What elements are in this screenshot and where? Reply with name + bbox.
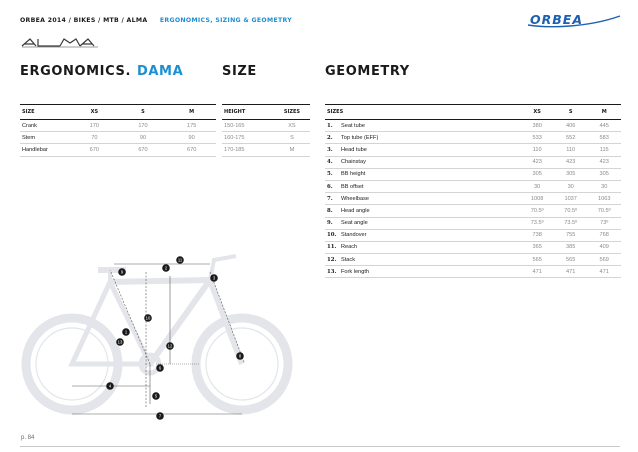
table-cell: 70.5º — [587, 205, 621, 217]
dimension-marker — [210, 274, 218, 282]
table-cell: 738 — [520, 229, 554, 241]
row-number: 8. — [325, 205, 339, 217]
table-row — [222, 144, 310, 156]
dimension-marker — [118, 268, 126, 276]
dimension-marker-label: 1 — [124, 329, 128, 335]
table-cell: 409 — [587, 241, 621, 253]
row-label: Seat tube — [339, 120, 520, 132]
row-label: Fork length — [339, 266, 520, 278]
table-cell: 423 — [554, 156, 588, 168]
table-cell: 70.5º — [554, 205, 588, 217]
dimension-marker — [152, 392, 160, 400]
table-cell: 471 — [520, 266, 554, 278]
table-cell: 380 — [520, 120, 554, 132]
column-header: S — [119, 105, 168, 120]
dimension-marker-label: 12 — [167, 343, 173, 349]
table-header-row — [20, 105, 216, 120]
table-cell: 30 — [554, 180, 588, 192]
page-header — [0, 0, 638, 38]
dimension-marker-label: 5 — [154, 393, 158, 399]
table-cell: 445 — [587, 120, 621, 132]
table-cell: 30 — [520, 180, 554, 192]
row-label: Head tube — [339, 144, 520, 156]
table-row — [20, 120, 216, 132]
table-cell: XS — [274, 120, 310, 132]
row-number: 5. — [325, 168, 339, 180]
table-cell: 150-165 — [222, 120, 274, 132]
dimension-marker — [144, 314, 152, 322]
ergonomics-title-text: ERGONOMICS. — [20, 64, 131, 79]
column-header: SIZES — [325, 105, 520, 120]
table-cell: 70.5º — [520, 205, 554, 217]
dimension-marker — [236, 352, 244, 360]
table-cell: 471 — [587, 266, 621, 278]
table-cell: M — [274, 144, 310, 156]
dimension-marker-label: 11 — [177, 257, 183, 263]
row-label: Head angle — [339, 205, 520, 217]
table-cell: 90 — [119, 132, 168, 144]
table-cell: 755 — [554, 229, 588, 241]
table-cell: 670 — [119, 144, 168, 156]
row-label: Crank — [20, 120, 70, 132]
row-number: 10. — [325, 229, 339, 241]
row-label: Standover — [339, 229, 520, 241]
row-number: 2. — [325, 132, 339, 144]
dimension-marker — [156, 412, 164, 420]
table-row — [325, 254, 621, 266]
column-header: S — [554, 105, 588, 120]
table-cell: 670 — [70, 144, 119, 156]
table-cell: 670 — [167, 144, 216, 156]
row-number: 13. — [325, 266, 339, 278]
row-label: Stem — [20, 132, 70, 144]
table-cell: 73.5º — [520, 217, 554, 229]
table-cell: 1037 — [554, 193, 588, 205]
table-cell: 73.5º — [554, 217, 588, 229]
row-number: 7. — [325, 193, 339, 205]
row-label: Stack — [339, 254, 520, 266]
row-label: Seat angle — [339, 217, 520, 229]
dimension-marker-label: 10 — [145, 315, 151, 321]
table-cell: 305 — [520, 168, 554, 180]
row-label: Handlebar — [20, 144, 70, 156]
table-cell: 533 — [520, 132, 554, 144]
row-label: BB height — [339, 168, 520, 180]
table-cell: 565 — [520, 254, 554, 266]
dimension-marker — [166, 342, 174, 350]
table-row — [325, 217, 621, 229]
table-row — [325, 180, 621, 192]
footer-divider — [20, 446, 620, 447]
ergonomics-title — [20, 64, 183, 79]
table-cell: 110 — [520, 144, 554, 156]
dimension-marker-label: 7 — [158, 413, 162, 419]
table-cell: 406 — [554, 120, 588, 132]
breadcrumb-section: ERGONOMICS, SIZING & GEOMETRY — [159, 17, 293, 24]
table-cell: 768 — [587, 229, 621, 241]
page-number: p. 84 — [21, 435, 35, 441]
row-number: 1. — [325, 120, 339, 132]
dimension-marker-label: 4 — [108, 383, 112, 389]
dimension-marker-label: 8 — [238, 353, 242, 359]
size-title: SIZE — [222, 64, 257, 79]
table-cell: 423 — [587, 156, 621, 168]
table-row — [20, 132, 216, 144]
table-row — [325, 168, 621, 180]
table-cell: 552 — [554, 132, 588, 144]
table-row — [325, 120, 621, 132]
table-row — [325, 156, 621, 168]
column-header: SIZES — [274, 105, 310, 120]
ergonomics-table — [20, 104, 216, 157]
dimension-marker-label: 3 — [212, 275, 216, 281]
dimension-marker — [156, 364, 164, 372]
dimension-marker-label: 13 — [117, 339, 123, 345]
row-number: 4. — [325, 156, 339, 168]
table-row — [222, 120, 310, 132]
table-cell: 305 — [587, 168, 621, 180]
column-header: XS — [70, 105, 119, 120]
dimension-marker — [162, 264, 170, 272]
table-cell: 1063 — [587, 193, 621, 205]
column-header: SIZE — [20, 105, 70, 120]
column-header: XS — [520, 105, 554, 120]
table-cell: 70 — [70, 132, 119, 144]
table-cell: 423 — [520, 156, 554, 168]
table-row — [222, 132, 310, 144]
table-cell: 471 — [554, 266, 588, 278]
table-row — [325, 132, 621, 144]
dimension-marker-label: 9 — [120, 269, 124, 275]
table-row — [325, 229, 621, 241]
table-row — [325, 193, 621, 205]
dimension-marker — [106, 382, 114, 390]
column-header: M — [587, 105, 621, 120]
table-cell: 305 — [554, 168, 588, 180]
dimension-marker-label: 2 — [164, 265, 168, 271]
row-label: Top tube (EFF) — [339, 132, 520, 144]
row-label: Chainstay — [339, 156, 520, 168]
row-number: 6. — [325, 180, 339, 192]
column-header: HEIGHT — [222, 105, 274, 120]
row-label: Reach — [339, 241, 520, 253]
table-cell: 110 — [554, 144, 588, 156]
ergonomics-title-highlight: DAMA — [137, 64, 184, 79]
table-cell: 365 — [520, 241, 554, 253]
model-logo — [20, 36, 100, 50]
table-cell: 160-175 — [222, 132, 274, 144]
row-number: 11. — [325, 241, 339, 253]
table-cell: 1008 — [520, 193, 554, 205]
row-label: BB offset — [339, 180, 520, 192]
table-cell: 569 — [587, 254, 621, 266]
row-number: 3. — [325, 144, 339, 156]
dimension-marker — [116, 338, 124, 346]
dimension-marker — [176, 256, 184, 264]
brand-logo: ORBEA — [530, 12, 583, 27]
bike-silhouette — [26, 256, 288, 410]
dimension-marker — [122, 328, 130, 336]
breadcrumb — [20, 17, 292, 24]
row-label: Wheelbase — [339, 193, 520, 205]
column-header: M — [167, 105, 216, 120]
table-cell: 170 — [119, 120, 168, 132]
size-table — [222, 104, 310, 157]
table-cell: 565 — [554, 254, 588, 266]
table-row — [325, 144, 621, 156]
row-number: 9. — [325, 217, 339, 229]
table-row — [325, 266, 621, 278]
table-cell: 170-185 — [222, 144, 274, 156]
table-cell: 30 — [587, 180, 621, 192]
table-cell: 115 — [587, 144, 621, 156]
table-cell: 583 — [587, 132, 621, 144]
table-cell: S — [274, 132, 310, 144]
table-row — [20, 144, 216, 156]
table-header-row — [222, 105, 310, 120]
geometry-title: GEOMETRY — [325, 64, 410, 79]
table-cell: 175 — [167, 120, 216, 132]
breadcrumb-path: ORBEA 2014 / BIKES / MTB / ALMA — [20, 17, 148, 24]
row-number: 12. — [325, 254, 339, 266]
table-header-row — [325, 105, 621, 120]
table-cell: 90 — [167, 132, 216, 144]
table-row — [325, 241, 621, 253]
table-row — [325, 205, 621, 217]
dimension-marker-label: 6 — [158, 365, 162, 371]
table-cell: 170 — [70, 120, 119, 132]
bike-geometry-diagram — [10, 236, 312, 426]
table-cell: 385 — [554, 241, 588, 253]
table-cell: 73º — [587, 217, 621, 229]
geometry-table — [325, 104, 621, 278]
